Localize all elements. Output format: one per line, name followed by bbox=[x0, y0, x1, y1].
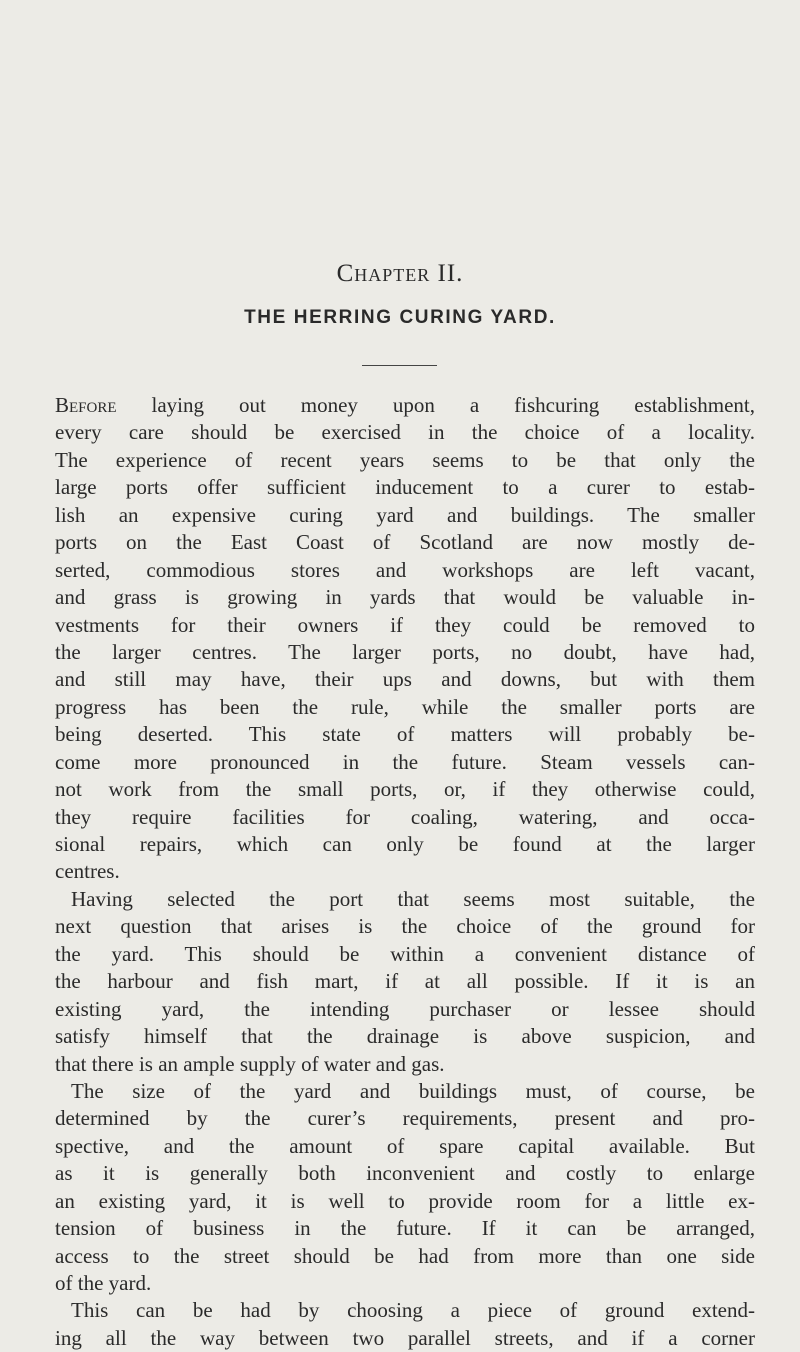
text-line: come more pronounced in the future. Steam vessels can- bbox=[55, 749, 755, 774]
text-line: that there is an ample supply of water and gas. bbox=[55, 1051, 445, 1076]
text-line: Having selected the port that seems most suitable, the bbox=[71, 886, 755, 911]
title-divider bbox=[362, 365, 437, 366]
text-line: being deserted. This state of matters will probably be- bbox=[55, 722, 755, 747]
paragraph-2 bbox=[55, 886, 755, 1078]
text-line: lish an expensive curing yard and buildings. The smaller bbox=[55, 502, 755, 527]
text-line: progress has been the rule, while the smaller ports are bbox=[55, 694, 755, 719]
text-line: The size of the yard and buildings must, of course, be bbox=[71, 1078, 755, 1103]
text-line: the larger centres. The larger ports, no doubt, have had, bbox=[55, 639, 755, 664]
text-line: as it is generally both inconvenient and costly to enlarge bbox=[55, 1161, 755, 1186]
text-line: tension of business in the future. If it can be arranged, bbox=[55, 1216, 755, 1241]
text-line: sional repairs, which can only be found at the larger bbox=[55, 832, 755, 856]
text-line: centres. bbox=[55, 859, 120, 884]
text-line: spective, and the amount of spare capital available. But bbox=[55, 1133, 755, 1158]
text-line: next question that arises is the choice of the ground for bbox=[55, 914, 755, 939]
text-line: every care should be exercised in the choice of a locality. bbox=[55, 420, 755, 445]
chapter-heading: Chapter II. bbox=[336, 260, 464, 287]
text-line: access to the street should be had from more than one side bbox=[55, 1243, 755, 1268]
text-line: existing yard, the intending purchaser or lessee should bbox=[55, 996, 755, 1021]
text-line: ing all the way between two parallel streets, and if a corner bbox=[55, 1325, 755, 1350]
text-line: This can be had by choosing a piece of ground extend- bbox=[71, 1298, 755, 1323]
text-line: serted, commodious stores and workshops are left vacant, bbox=[55, 557, 755, 582]
text-line: they require facilities for coaling, watering, and occa- bbox=[55, 804, 755, 829]
paragraph-4 bbox=[55, 1297, 755, 1352]
text-line: an existing yard, it is well to provide room for a little ex- bbox=[55, 1188, 755, 1213]
text-line: of the yard. bbox=[55, 1271, 152, 1295]
lead-small-caps: Before bbox=[55, 393, 117, 417]
paragraph-3 bbox=[55, 1078, 755, 1298]
text-line: not work from the small ports, or, if they otherwise could, bbox=[55, 777, 755, 802]
chapter-title: THE HERRING CURING YARD. bbox=[244, 307, 556, 328]
text-line: and still may have, their ups and downs, but with them bbox=[55, 667, 755, 692]
text-line: The experience of recent years seems to be that only the bbox=[55, 447, 755, 472]
text-line: satisfy himself that the drainage is above suspicion, and bbox=[55, 1024, 755, 1049]
paragraph-1 bbox=[55, 392, 755, 886]
text-line: and grass is growing in yards that would be valuable in- bbox=[55, 585, 755, 610]
body-text bbox=[55, 392, 755, 1352]
text-line: the harbour and fish mart, if at all possible. If it is an bbox=[55, 969, 755, 994]
text-line: large ports offer sufficient inducement to a curer to estab- bbox=[55, 475, 755, 500]
text-line: ports on the East Coast of Scotland are now mostly de- bbox=[55, 530, 755, 555]
text-line: vestments for their owners if they could be removed to bbox=[55, 612, 755, 637]
text-line: determined by the curer’s requirements, present and pro- bbox=[55, 1106, 755, 1131]
text-line: the yard. This should be within a convenient distance of bbox=[55, 941, 755, 966]
text-line: Before laying out money upon a fishcuring establishment, bbox=[55, 393, 755, 417]
